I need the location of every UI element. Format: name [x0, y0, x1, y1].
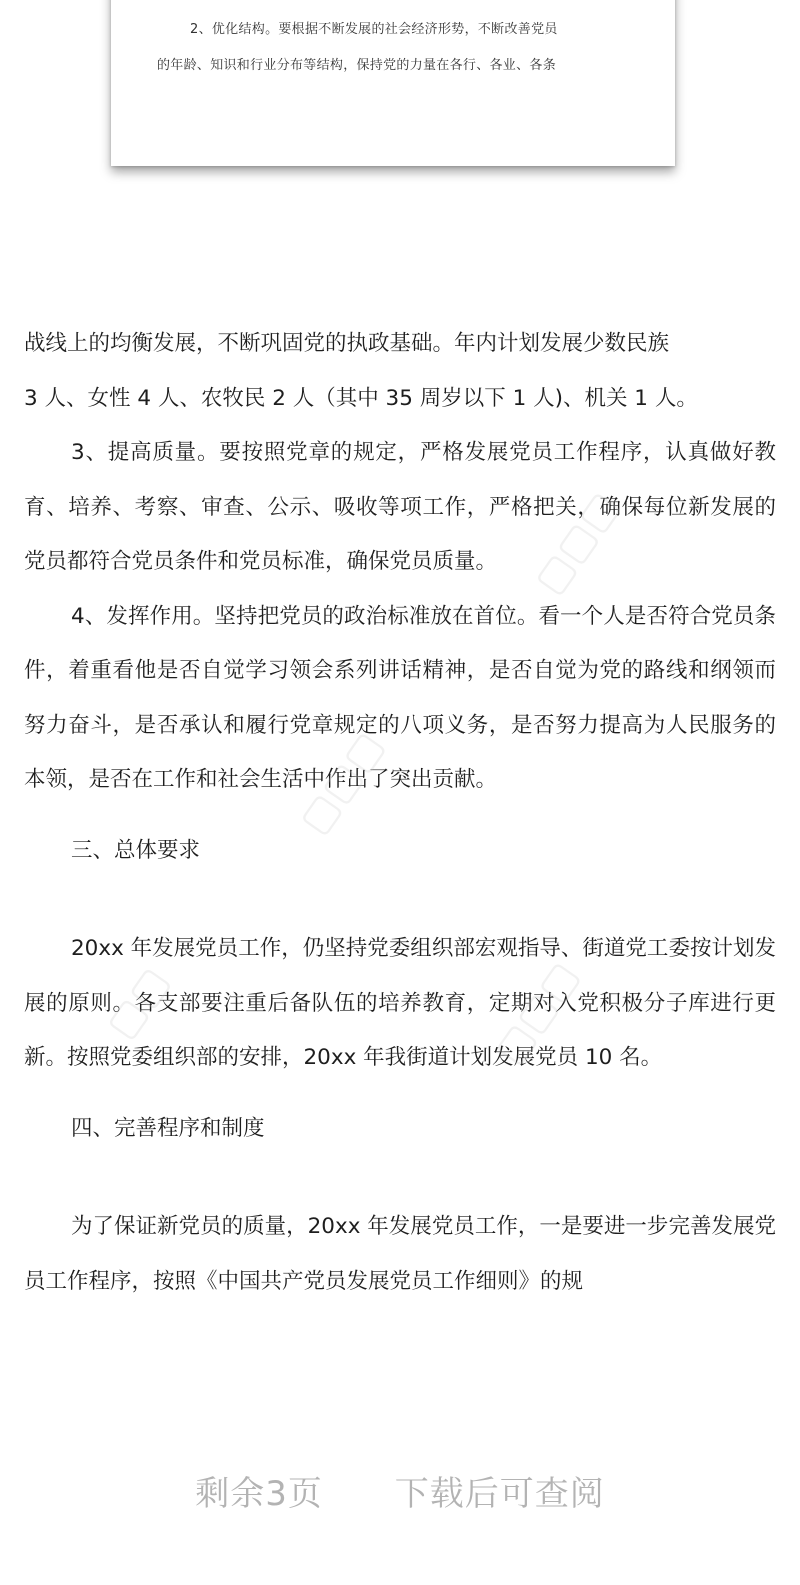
paragraph-role: 4、发挥作用。坚持把党员的政治标准放在首位。看一个人是否符合党员条件，着重看他是否自觉学习领会系列讲话精神，是否自觉为党的路线和纲领而努力奋斗，是否承认和履行党章规定的八项义务，是否努力提高为人民服务的本领，是否在工作和社会生活中作出了突出贡献。: [24, 603, 776, 792]
preview-page-card: [111, 0, 675, 166]
watermark-icon: ▢▢▢: [525, 483, 629, 603]
preview-text-line: 2、优化结构。要根据不断发展的社会经济形势，不断改善党员: [190, 22, 558, 37]
watermark-icon: ▢▢▢: [290, 723, 394, 843]
paragraph-procedures: 为了保证新党员的质量，20xx 年发展党员工作，一是要进一步完善发展党员工作程序，按照《中国共产党员发展党员工作细则》的规: [24, 1214, 776, 1294]
paragraph-quality: 3、提高质量。要按照党章的规定，严格发展党员工作程序，认真做好教育、培养、考察、审查、公示、吸收等项工作，严格把关，确保每位新发展的党员都符合党员条件和党员标准，确保党员质量。: [24, 440, 776, 574]
remaining-pages-label: 剩余3页: [195, 1474, 323, 1514]
watermark-icon: ▢▢▢: [485, 953, 589, 1073]
paragraph-general: 20xx 年发展党员工作，仍坚持党委组织部宏观指导、街道党工委按计划发展的原则。各支部要注重后备队伍的培养教育，定期对入党积极分子库进行更新。按照党委组织部的安排，20xx 年我街道计划发展党员 10 名。: [24, 936, 776, 1070]
download-more-banner[interactable]: [0, 1466, 800, 1515]
document-body: [24, 317, 776, 1309]
preview-text-line: 的年龄、知识和行业分布等结构，保持党的力量在各行、各业、各条: [157, 58, 557, 73]
section-heading-procedures: 四、完善程序和制度: [71, 1115, 265, 1141]
watermark-icon: ▢▢: [97, 958, 179, 1048]
paragraph-line: 3 人、女性 4 人、农牧民 2 人（其中 35 周岁以下 1 人)、机关 1 人。: [24, 385, 698, 411]
paragraph-line: 战线上的均衡发展，不断巩固党的执政基础。年内计划发展少数民族: [24, 331, 670, 356]
section-heading-general-requirements: 三、总体要求: [71, 837, 201, 863]
download-to-view-label[interactable]: 下载后可查阅: [394, 1474, 605, 1514]
